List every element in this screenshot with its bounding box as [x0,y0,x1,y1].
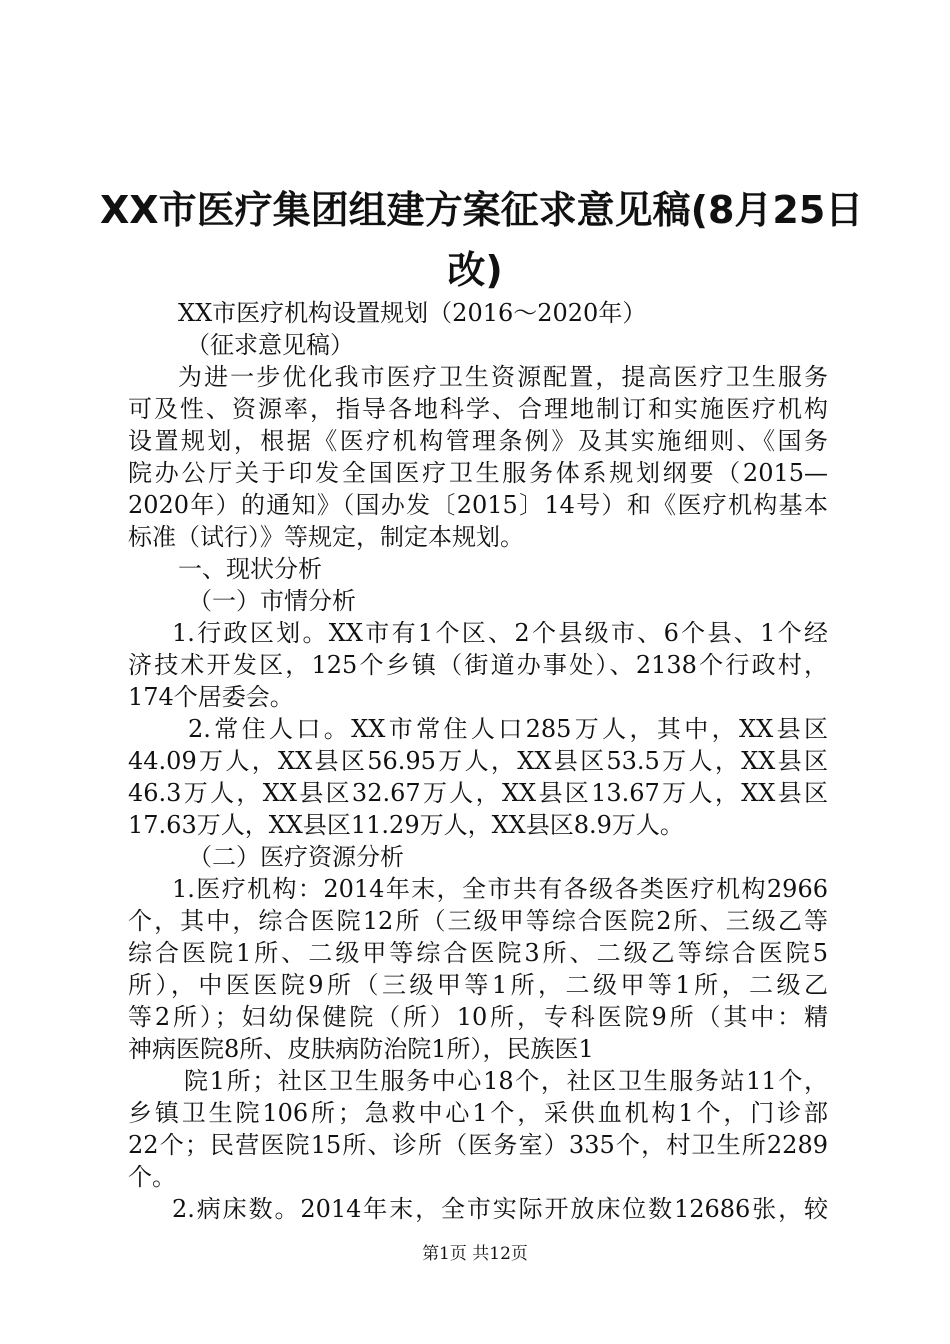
section-heading: 一、现状分析 [178,555,322,583]
document-title-line-2: 改) [447,248,503,292]
paragraph-line: 乡镇卫生院106所；急救中心1个，采供血机构1个，门诊部 [128,1099,828,1127]
paragraph-line: 1.医疗机构：2014年末，全市共有各级各类医疗机构2966 [172,875,828,903]
paragraph-line: 可及性、资源率，指导各地科学、合理地制订和实施医疗机构 [128,395,828,423]
paragraph-line: 个，其中，综合医院12所（三级甲等综合医院2所、三级乙等 [128,907,828,935]
paragraph-line: 综合医院1所、二级甲等综合医院3所、二级乙等综合医院5 [128,939,828,967]
subtitle: XX市医疗机构设置规划（2016～2020年） [178,299,647,327]
paragraph-line: 22个；民营医院15所、诊所（医务室）335个，村卫生所2289 [128,1131,828,1159]
paragraph-line: 院办公厅关于印发全国医疗卫生服务体系规划纲要（2015— [128,459,828,487]
subsection-heading: （二）医疗资源分析 [188,843,404,871]
paragraph-line: 2.常住人口。XX市常住人口285万人，其中，XX县区 [188,715,828,743]
paragraph-line: 46.3万人，XX县区32.67万人，XX县区13.67万人，XX县区 [128,779,828,807]
subsection-heading: （一）市情分析 [188,587,356,615]
paragraph-line: 1.行政区划。XX市有1个区、2个县级市、6个县、1个经 [172,619,828,647]
paragraph-line: 院1所；社区卫生服务中心18个，社区卫生服务站11个， [184,1067,828,1095]
paragraph-line: 济技术开发区，125个乡镇（街道办事处）、2138个行政村， [128,651,828,679]
paragraph-line: 2020年）的通知》（国办发〔2015〕14号）和《医疗机构基本 [128,491,828,519]
document-title-line-1: XX市医疗集团组建方案征求意见稿(8月25日 [100,188,864,232]
paragraph-line: 标准（试行）》等规定，制定本规划。 [128,523,524,551]
document-body [128,297,828,1225]
paragraph-line: 神病医院8所、皮肤病防治院1所），民族医1 [128,1035,594,1063]
paragraph-line: 所），中医医院9所（三级甲等1所，二级甲等1所，二级乙 [128,971,828,999]
paragraph-line: 设置规划，根据《医疗机构管理条例》及其实施细则、《国务 [128,427,828,455]
paragraph-line: 174个居委会。 [128,683,294,711]
paragraph-line: 个。 [128,1163,176,1191]
paragraph-line: 44.09万人，XX县区56.95万人，XX县区53.5万人，XX县区 [128,747,828,775]
paragraph-line: 为进一步优化我市医疗卫生资源配置，提高医疗卫生服务 [178,363,828,391]
paragraph-line: 17.63万人，XX县区11.29万人，XX县区8.9万人。 [128,811,684,839]
paragraph-line: 2.病床数。2014年末，全市实际开放床位数12686张，较 [172,1195,828,1223]
paragraph-line: 等2所）；妇幼保健院（所）10所，专科医院9所（其中：精 [128,1003,828,1031]
draft-note: （征求意见稿） [186,331,354,359]
page-number-footer: 第1页 共12页 [422,1244,528,1264]
